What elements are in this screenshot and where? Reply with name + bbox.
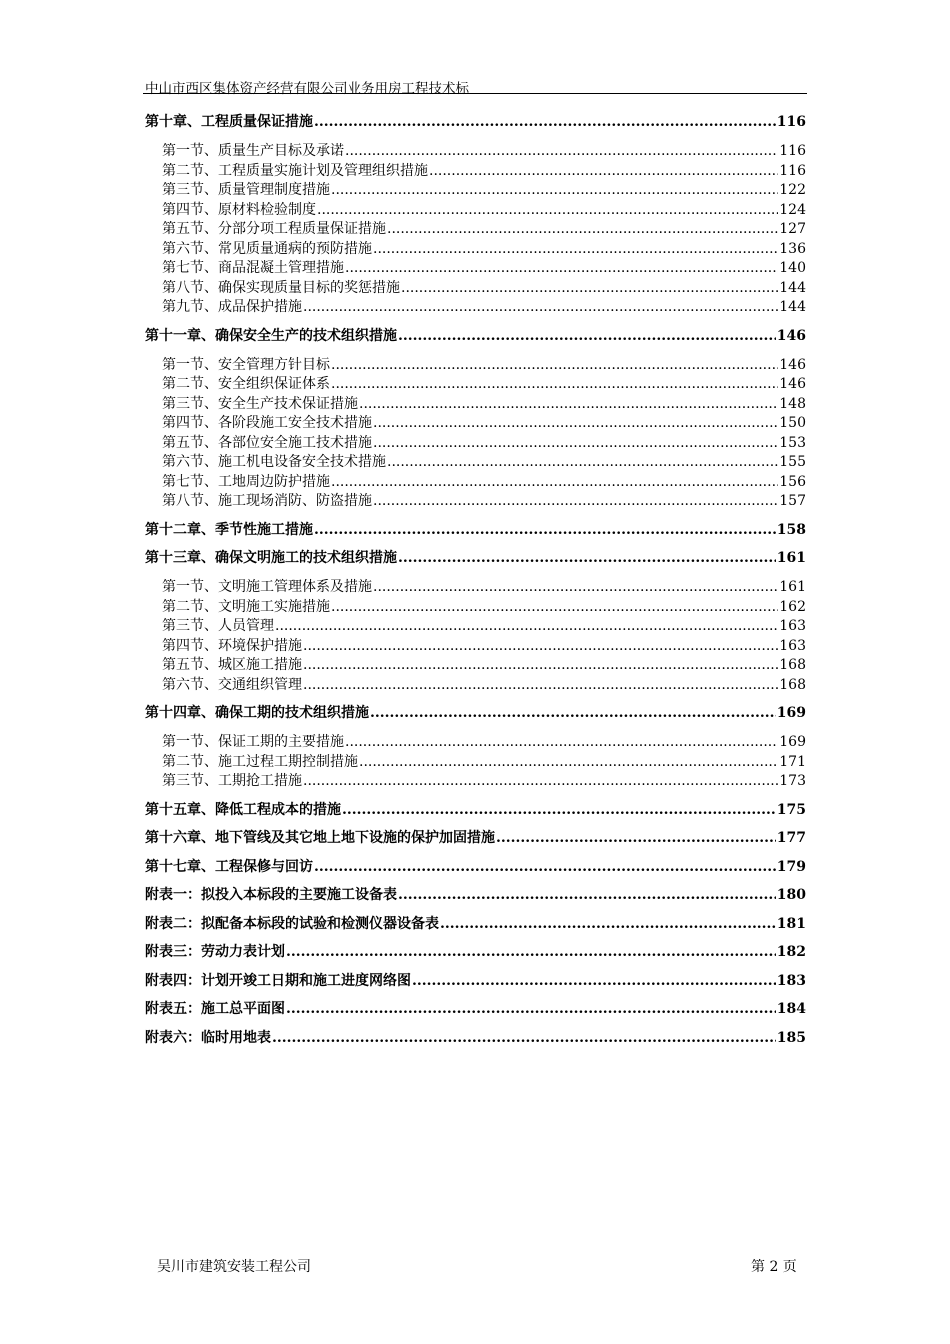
header-rule (143, 93, 807, 94)
toc-section-entry[interactable] (145, 434, 806, 454)
toc-entry-title: 第二节、施工过程工期控制措施 (162, 753, 358, 770)
toc-leader-dots (272, 1029, 776, 1049)
toc-leader-dots (359, 753, 778, 773)
footer-page-number: 第 2 页 (751, 1259, 797, 1275)
toc-leader-dots (398, 886, 776, 906)
footer-company: 吴川市建筑安装工程公司 (157, 1259, 311, 1275)
toc-section-entry[interactable] (145, 259, 806, 279)
toc-entry-page: 168 (779, 657, 806, 673)
toc-entry-title: 附表六：临时用地表 (145, 1029, 271, 1046)
toc-section-entry[interactable] (145, 676, 806, 696)
toc-leader-dots (303, 772, 778, 792)
toc-entry-page: 124 (779, 201, 806, 218)
toc-entry-page: 158 (776, 521, 806, 538)
toc-leader-dots (345, 259, 778, 279)
toc-entry-title: 第九节、成品保护措施 (162, 299, 302, 315)
toc-entry-page: 179 (776, 858, 806, 875)
toc-entry-title: 第二节、工程质量实施计划及管理组织措施 (162, 162, 428, 179)
toc-entry-title: 第四节、原材料检验制度 (162, 201, 316, 218)
toc-entry-page: 173 (779, 773, 806, 789)
toc-leader-dots (342, 801, 776, 821)
toc-entry-page: 153 (779, 434, 806, 451)
toc-section-entry[interactable] (145, 375, 806, 395)
toc-section-entry[interactable] (145, 492, 806, 512)
toc-entry-page: 171 (779, 753, 806, 770)
table-of-contents (145, 113, 806, 1048)
toc-entry-title: 第二节、文明施工实施措施 (162, 598, 330, 615)
toc-entry-page: 185 (776, 1029, 806, 1046)
toc-chapter-entry[interactable] (145, 915, 806, 935)
toc-leader-dots (303, 637, 778, 657)
toc-entry-title: 第三节、安全生产技术保证措施 (162, 395, 358, 412)
toc-entry-title: 第三节、人员管理 (162, 618, 274, 634)
toc-leader-dots (412, 972, 776, 992)
toc-leader-dots (373, 578, 778, 598)
toc-entry-title: 第七节、工地周边防护措施 (162, 473, 330, 490)
toc-chapter-entry[interactable] (145, 1029, 806, 1049)
toc-entry-page: 144 (779, 299, 806, 315)
toc-section-entry[interactable] (145, 240, 806, 260)
toc-entry-title: 第四节、环境保护措施 (162, 637, 302, 654)
toc-leader-dots (331, 598, 778, 618)
toc-chapter-entry[interactable] (145, 521, 806, 541)
toc-leader-dots (303, 656, 778, 676)
toc-entry-page: 177 (776, 830, 806, 846)
toc-section-entry[interactable] (145, 733, 806, 753)
toc-entry-title: 第五节、城区施工措施 (162, 657, 302, 673)
toc-entry-title: 附表五：施工总平面图 (145, 1001, 285, 1017)
toc-section-entry[interactable] (145, 656, 806, 676)
toc-leader-dots (345, 733, 778, 753)
toc-leader-dots (345, 142, 778, 162)
toc-section-entry[interactable] (145, 772, 806, 792)
toc-entry-title: 第七节、商品混凝土管理措施 (162, 260, 344, 276)
toc-entry-page: 180 (776, 887, 806, 903)
toc-entry-title: 第五节、各部位安全施工技术措施 (162, 434, 372, 451)
toc-entry-title: 第十五章、降低工程成本的措施 (145, 801, 341, 818)
toc-entry-page: 168 (779, 676, 806, 693)
toc-chapter-entry[interactable] (145, 549, 806, 569)
toc-chapter-entry[interactable] (145, 972, 806, 992)
toc-section-entry[interactable] (145, 142, 806, 162)
toc-entry-title: 第一节、保证工期的主要措施 (162, 734, 344, 750)
toc-entry-title: 第一节、安全管理方针目标 (162, 356, 330, 373)
toc-section-entry[interactable] (145, 279, 806, 299)
toc-chapter-entry[interactable] (145, 886, 806, 906)
toc-leader-dots (373, 492, 778, 512)
toc-entry-title: 附表二：拟配备本标段的试验和检测仪器设备表 (145, 915, 439, 932)
toc-leader-dots (429, 162, 778, 182)
toc-leader-dots (398, 549, 776, 569)
toc-leader-dots (373, 240, 778, 260)
toc-chapter-entry[interactable] (145, 858, 806, 878)
toc-leader-dots (398, 327, 776, 347)
toc-entry-title: 第十六章、地下管线及其它地上地下设施的保护加固措施 (145, 830, 495, 846)
toc-section-entry[interactable] (145, 598, 806, 618)
toc-entry-page: 157 (779, 493, 806, 509)
toc-leader-dots (303, 676, 778, 696)
toc-entry-page: 156 (779, 473, 806, 490)
toc-entry-page: 161 (776, 550, 806, 566)
toc-leader-dots (314, 858, 776, 878)
toc-entry-page: 162 (779, 598, 806, 615)
toc-entry-page: 148 (779, 395, 806, 412)
toc-section-entry[interactable] (145, 162, 806, 182)
toc-entry-page: 127 (779, 221, 806, 237)
toc-section-entry[interactable] (145, 181, 806, 201)
toc-entry-page: 161 (779, 579, 806, 595)
toc-leader-dots (387, 453, 778, 473)
toc-entry-title: 第十四章、确保工期的技术组织措施 (145, 705, 369, 721)
toc-entry-title: 第十二章、季节性施工措施 (145, 521, 313, 538)
toc-leader-dots (331, 356, 778, 376)
toc-entry-title: 第四节、各阶段施工安全技术措施 (162, 415, 372, 431)
toc-chapter-entry[interactable] (145, 829, 806, 849)
toc-leader-dots (387, 220, 778, 240)
toc-leader-dots (275, 617, 778, 637)
toc-leader-dots (373, 414, 778, 434)
toc-leader-dots (401, 279, 778, 299)
toc-leader-dots (331, 375, 778, 395)
toc-entry-title: 第二节、安全组织保证体系 (162, 376, 330, 392)
toc-entry-title: 第八节、施工现场消防、防盗措施 (162, 493, 372, 509)
toc-chapter-entry[interactable] (145, 327, 806, 347)
toc-entry-title: 第三节、质量管理制度措施 (162, 182, 330, 198)
toc-entry-title: 第十七章、工程保修与回访 (145, 858, 313, 875)
toc-section-entry[interactable] (145, 395, 806, 415)
toc-leader-dots (303, 298, 778, 318)
toc-entry-page: 169 (779, 734, 806, 750)
toc-entry-page: 183 (776, 972, 806, 989)
toc-entry-title: 附表三：劳动力表计划 (145, 944, 285, 960)
toc-section-entry[interactable] (145, 578, 806, 598)
toc-section-entry[interactable] (145, 453, 806, 473)
toc-leader-dots (314, 113, 776, 133)
toc-entry-title: 第十一章、确保安全生产的技术组织措施 (145, 327, 397, 344)
toc-entry-title: 第十章、工程质量保证措施 (145, 114, 313, 130)
toc-entry-page: 163 (779, 637, 806, 654)
toc-entry-page: 163 (779, 618, 806, 634)
toc-section-entry[interactable] (145, 356, 806, 376)
toc-chapter-entry[interactable] (145, 113, 806, 133)
toc-chapter-entry[interactable] (145, 1000, 806, 1020)
toc-entry-title: 第六节、施工机电设备安全技术措施 (162, 454, 386, 470)
toc-leader-dots (331, 473, 778, 493)
toc-entry-page: 140 (779, 260, 806, 276)
toc-entry-page: 169 (776, 705, 806, 721)
toc-entry-page: 175 (776, 801, 806, 818)
toc-entry-title: 第六节、常见质量通病的预防措施 (162, 240, 372, 257)
toc-entry-title: 第三节、工期抢工措施 (162, 773, 302, 789)
toc-section-entry[interactable] (145, 473, 806, 493)
toc-entry-page: 150 (779, 415, 806, 431)
toc-chapter-entry[interactable] (145, 801, 806, 821)
toc-leader-dots (440, 915, 776, 935)
toc-entry-title: 附表一：拟投入本标段的主要施工设备表 (145, 887, 397, 903)
toc-entry-page: 182 (776, 944, 806, 960)
toc-entry-title: 第六节、交通组织管理 (162, 676, 302, 693)
toc-entry-title: 附表四：计划开竣工日期和施工进度网络图 (145, 972, 411, 989)
toc-entry-page: 146 (779, 376, 806, 392)
toc-entry-title: 第一节、质量生产目标及承诺 (162, 143, 344, 159)
toc-section-entry[interactable] (145, 201, 806, 221)
toc-leader-dots (314, 521, 776, 541)
toc-chapter-entry[interactable] (145, 704, 806, 724)
toc-entry-title: 第五节、分部分项工程质量保证措施 (162, 221, 386, 237)
toc-leader-dots (373, 434, 778, 454)
toc-leader-dots (317, 201, 778, 221)
toc-section-entry[interactable] (145, 637, 806, 657)
toc-entry-title: 第八节、确保实现质量目标的奖惩措施 (162, 279, 400, 296)
toc-entry-page: 184 (776, 1001, 806, 1017)
toc-entry-page: 116 (779, 143, 806, 159)
toc-entry-page: 136 (779, 240, 806, 257)
toc-entry-title: 第十三章、确保文明施工的技术组织措施 (145, 550, 397, 566)
toc-leader-dots (286, 943, 776, 963)
toc-section-entry[interactable] (145, 414, 806, 434)
toc-leader-dots (370, 704, 776, 724)
toc-entry-page: 181 (776, 915, 806, 932)
toc-entry-page: 146 (776, 327, 806, 344)
toc-section-entry[interactable] (145, 617, 806, 637)
page-header-title: 中山市西区集体资产经营有限公司业务用房工程技术标 (145, 81, 469, 97)
toc-entry-title: 第一节、文明施工管理体系及措施 (162, 579, 372, 595)
toc-entry-page: 122 (779, 182, 806, 198)
toc-entry-page: 116 (779, 162, 806, 179)
toc-entry-page: 146 (779, 356, 806, 373)
toc-entry-page: 155 (779, 454, 806, 470)
toc-section-entry[interactable] (145, 298, 806, 318)
toc-leader-dots (331, 181, 778, 201)
toc-section-entry[interactable] (145, 220, 806, 240)
toc-leader-dots (496, 829, 776, 849)
toc-chapter-entry[interactable] (145, 943, 806, 963)
toc-leader-dots (359, 395, 778, 415)
toc-entry-page: 144 (779, 279, 806, 296)
toc-section-entry[interactable] (145, 753, 806, 773)
toc-entry-page: 116 (776, 114, 806, 130)
toc-leader-dots (286, 1000, 776, 1020)
